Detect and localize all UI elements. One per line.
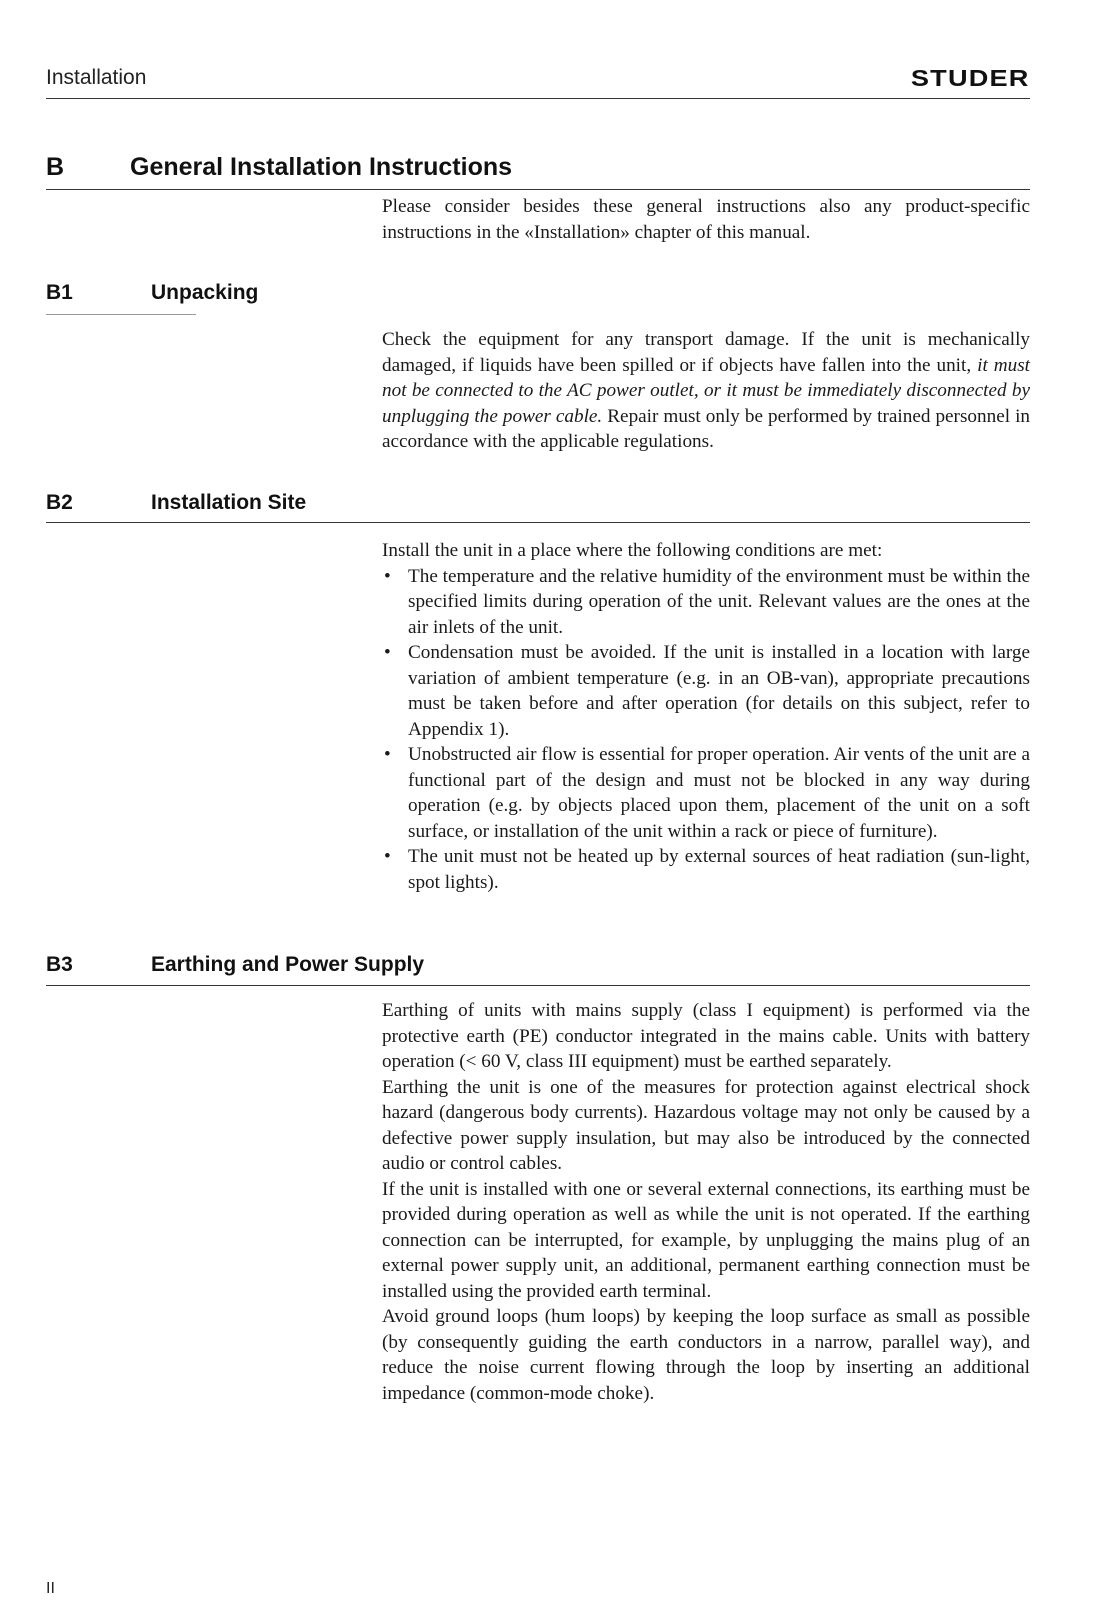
earthing-paragraph: Earthing of units with mains supply (class I equipment) is performed via the protective earth (PE) conductor integrated in the mains cable. Units with battery operation (< 60 V, class III equipment) must be earthed separately. — [382, 1000, 1030, 1072]
earthing-title: Earthing and Power Supply — [151, 953, 425, 976]
header-section-name: Installation — [46, 66, 147, 89]
list-item: • Unobstructed air flow is essential for proper operation. Air vents of the unit are a functional part of the design and must not be blocked in any way during operation (e.g. by objects placed upon them, placement of the unit on a soft surface, or installation of the unit within a rack or piece of furniture). — [382, 742, 1030, 844]
list-item: • Condensation must be avoided. If the unit is installed in a location with large variation of ambient temperature (e.g. in an OB-van), appropriate precautions must be taken before and after operation (for details on this subject, refer to Appendix 1). — [382, 640, 1030, 742]
earthing-paragraph: Avoid ground loops (hum loops) by keeping the loop surface as small as possible (by consequently guiding the earth conductors in a narrow, parallel way), and reduce the noise current flowing through the loop by inserting an additional impedance (common-mode choke). — [382, 1306, 1030, 1404]
header-rule — [46, 98, 1030, 99]
site-conditions-list — [382, 564, 1030, 896]
earthing-paragraph: Earthing the unit is one of the measures for protection against electrical shock hazard (dangerous body currents). Hazardous voltage may not only be caused by a defective power supply insulation, but may also be introduced by the connected audio or control cables. — [382, 1076, 1030, 1174]
list-item: • The temperature and the relative humidity of the environment must be within the specified limits during operation of the unit. Relevant values are the ones at the air inlets of the unit. — [382, 564, 1030, 641]
site-rule — [46, 522, 1030, 523]
section-intro-text: Please consider besides these general instructions also any product-specific instructions in the «Installation» chapter of this manual. — [382, 196, 1030, 243]
page-number: II — [46, 1580, 55, 1597]
section-title: General Installation Instructions — [130, 153, 513, 181]
section-rule — [46, 189, 1030, 190]
earthing-body — [382, 998, 1030, 1406]
running-header — [46, 66, 1030, 98]
section-intro — [382, 194, 1030, 245]
studer-logo: STUDER — [911, 65, 1030, 91]
unpacking-warning: it must not be connected to the AC power outlet, or it must be immediately disconnected by unplugging the power cable. — [382, 354, 1030, 427]
site-intro: Install the unit in a place where the following conditions are met: — [382, 540, 883, 561]
unpacking-paragraph — [382, 327, 1030, 455]
unpacking-rule — [46, 314, 196, 315]
earthing-number: B3 — [46, 953, 73, 976]
section-number: B — [46, 153, 65, 181]
earthing-paragraph: If the unit is installed with one or several external connections, its earthing must be provided during operation as well as while the unit is not operated. If the earthing connection can be interrupted, for example, by unplugging the mains plug of an external power supply unit, an additional, permanent earthing connection must be installed using the provided earth terminal. — [382, 1178, 1030, 1302]
unpacking-body — [382, 327, 1030, 455]
list-item: • The unit must not be heated up by external sources of heat radiation (sun-light, spot lights). — [382, 844, 1030, 895]
earthing-rule — [46, 985, 1030, 986]
site-number: B2 — [46, 491, 73, 514]
unpacking-text-before: Check the equipment for any transport damage. If the unit is mechanically damaged, if liquids have been spilled or if objects have fallen into the unit, — [382, 329, 1030, 376]
site-title: Installation Site — [151, 491, 307, 514]
site-body — [382, 538, 1030, 895]
unpacking-title: Unpacking — [151, 281, 259, 304]
unpacking-text-after: Repair must only be performed by trained personnel in accordance with the applicable regulations. — [382, 405, 1030, 452]
unpacking-number: B1 — [46, 281, 73, 304]
